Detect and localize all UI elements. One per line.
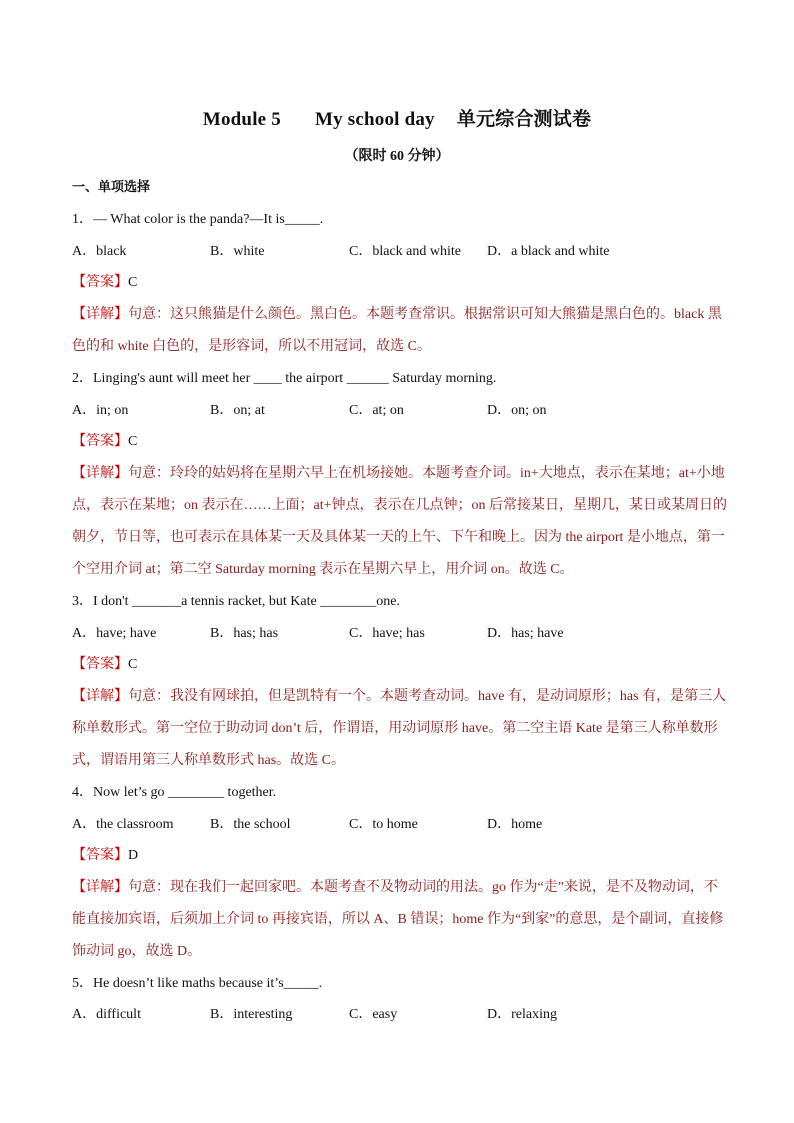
q4-option-a: A．the classroom xyxy=(72,817,174,832)
q5-option-d: D．relaxing xyxy=(487,1007,557,1022)
q5-option-c: C．easy xyxy=(349,1007,398,1022)
q3-option-a: A．have; have xyxy=(72,626,157,641)
q2-detail-line-2: 点，表示在某地；on 表示在……上面；at+钟点，表示在几点钟；on 后常接某日，星期几，某日或某周日的 xyxy=(72,498,727,513)
title-cn: 单元综合测试卷 xyxy=(456,109,592,130)
time-limit: （限时 60 分钟） xyxy=(344,149,450,164)
question-4-stem: 4．Now let’s go ________ together. xyxy=(72,785,277,800)
q3-option-c: C．have; has xyxy=(349,626,425,641)
q1-detail-line-1: 【详解】句意：这只熊猫是什么颜色。黑白色。本题考查常识。根据常识可知大熊猫是黑白色的。black 黑 xyxy=(72,307,722,322)
question-1-stem: 1．— What color is the panda?—It is_____. xyxy=(72,212,324,227)
q3-option-b: B．has; has xyxy=(210,626,279,641)
q2-option-d: D．on; on xyxy=(487,403,547,418)
q3-answer: 【答案】C xyxy=(72,657,138,672)
q1-option-d: D．a black and white xyxy=(487,244,610,259)
q3-detail-line-2: 称单数形式。第一空位于助动词 don’t 后，作谓语，用动词原形 have。第二空主语 Kate 是第三人称单数形 xyxy=(72,721,718,736)
q2-detail-line-4: 个空用介词 at；第二空 Saturday morning 表示在星期六早上，用介词 on。故选 C。 xyxy=(72,562,574,577)
q4-detail-line-3: 饰动词 go，故选 D。 xyxy=(72,944,202,959)
section-heading: 一、单项选择 xyxy=(72,179,151,194)
title-module: Module 5 xyxy=(202,109,281,130)
question-3-stem: 3．I don't _______a tennis racket, but Kate ________one. xyxy=(72,594,400,609)
question-5-stem: 5．He doesn’t like maths because it’s_____. xyxy=(72,976,323,991)
q4-answer: 【答案】D xyxy=(72,848,139,863)
q1-option-b: B．white xyxy=(210,244,265,259)
q4-detail-line-1: 【详解】句意：现在我们一起回家吧。本题考查不及物动词的用法。go 作为“走”来说，是不及物动词，不 xyxy=(72,880,718,895)
q2-option-a: A．in; on xyxy=(72,403,129,418)
q2-option-b: B．on; at xyxy=(210,403,265,418)
document-title xyxy=(0,104,794,131)
q5-option-b: B．interesting xyxy=(210,1007,293,1022)
q2-detail-line-3: 朝夕，节日等，也可表示在具体某一天及具体某一天的上午、下午和晚上。因为 the airport 是小地点，第一 xyxy=(72,530,725,545)
q4-detail-line-2: 能直接加宾语，后须加上介词 to 再接宾语，所以 A、B 错误；home 作为“到家”的意思，是个副词，直接修 xyxy=(72,912,724,927)
q4-option-b: B．the school xyxy=(210,817,291,832)
title-topic: My school day xyxy=(314,109,435,130)
q2-detail-line-1: 【详解】句意：玲玲的姑妈将在星期六早上在机场接她。本题考查介词。in+大地点，表示在某地；at+小地 xyxy=(72,466,725,481)
q5-option-a: A．difficult xyxy=(72,1007,141,1022)
question-2-stem: 2．Linging's aunt will meet her ____ the airport ______ Saturday morning. xyxy=(72,371,497,386)
q3-detail-line-1: 【详解】句意：我没有网球拍，但是凯特有一个。本题考查动词。have 有，是动词原形；has 有，是第三人 xyxy=(72,689,727,704)
q3-detail-line-3: 式，谓语用第三人称单数形式 has。故选 C。 xyxy=(72,753,345,768)
q4-option-c: C．to home xyxy=(349,817,418,832)
q4-option-d: D．home xyxy=(487,817,543,832)
q1-detail-line-2: 色的和 white 白色的，是形容词，所以不用冠词，故选 C。 xyxy=(72,339,431,354)
q2-answer: 【答案】C xyxy=(72,434,138,449)
q1-option-c: C．black and white xyxy=(349,244,461,259)
q3-option-d: D．has; have xyxy=(487,626,564,641)
q1-option-a: A．black xyxy=(72,244,127,259)
q1-answer: 【答案】C xyxy=(72,275,138,290)
q2-option-c: C．at; on xyxy=(349,403,404,418)
